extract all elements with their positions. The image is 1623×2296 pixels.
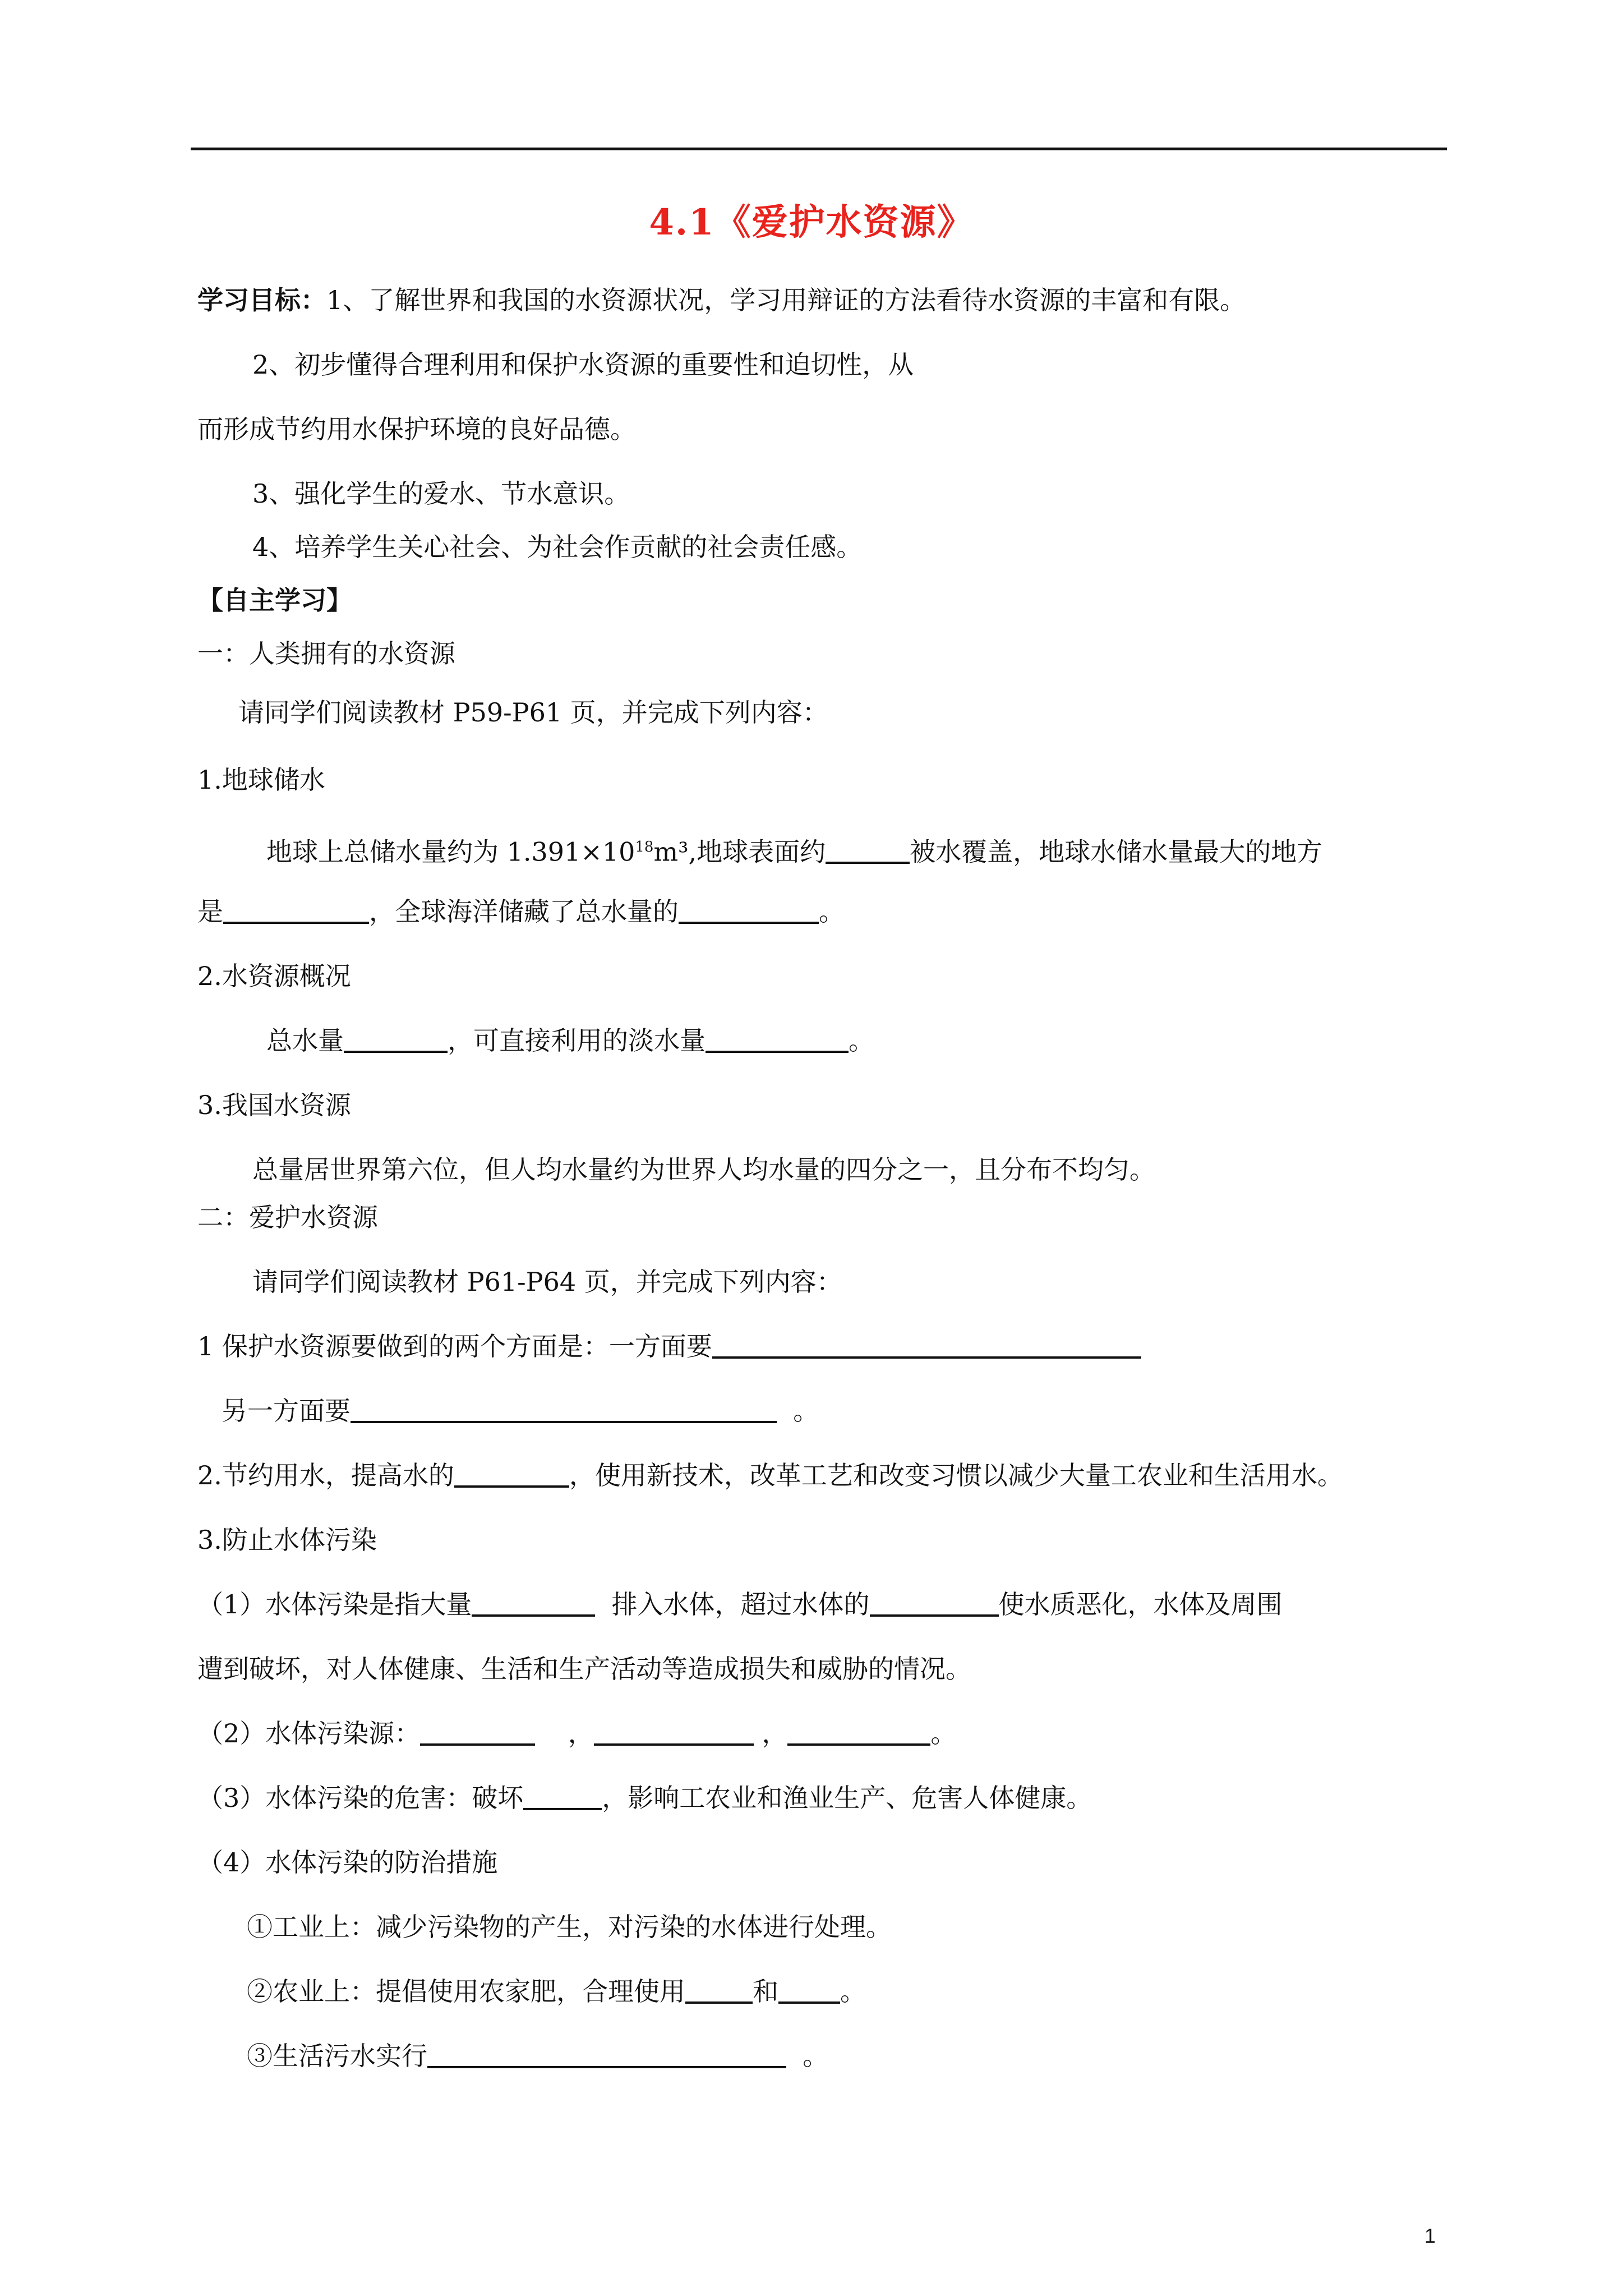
s1-line2: 是 ，全球海洋储藏了总水量的 。 (197, 896, 845, 927)
page-number: 1 (1424, 2224, 1436, 2247)
measure-domestic: ③生活污水实行 。 (247, 2041, 829, 2071)
q3-4-heading: （4）水体污染的防治措施 (197, 1847, 498, 1878)
objective-4: 4、培养学生关心社会、为社会作贡献的社会责任感。 (252, 532, 863, 562)
part1-instruction: 请同学们阅读教材 P59-P61 页，并完成下列内容： (238, 697, 828, 728)
blank-fertilizer[interactable] (778, 1976, 840, 2004)
part2-instruction: 请同学们阅读教材 P61-P64 页，并完成下列内容： (252, 1267, 842, 1297)
section-self-study: 【自主学习】 (197, 585, 352, 615)
objectives-label: 学习目标： (197, 285, 326, 315)
objective-1: 学习目标：1、了解世界和我国的水资源状况，学习用辩证的方法看待水资源的丰富和有限。 (197, 285, 1246, 315)
objective-2a: 2、初步懂得合理利用和保护水资源的重要性和迫切性，从 (252, 349, 914, 380)
blank-harm[interactable] (523, 1782, 602, 1810)
part1-heading: 一：人类拥有的水资源 (197, 638, 455, 669)
blank-ocean-share[interactable] (679, 896, 819, 924)
blank-protect-aspect-2[interactable] (351, 1395, 777, 1423)
blank-largest-storage[interactable] (223, 896, 369, 924)
page-title: 4.1《爱护水资源》 (649, 201, 974, 243)
q2-line: 2.节约用水，提高水的 ，使用新技术，改革工艺和改变习惯以减少大量工农业和生活用水。 (197, 1460, 1343, 1490)
blank-self-purification[interactable] (870, 1589, 999, 1617)
s1-heading: 1.地球储水 (197, 765, 325, 795)
measure-agriculture: ②农业上：提倡使用农家肥，合理使用 和 。 (247, 1976, 866, 2007)
header-rule (191, 148, 1447, 150)
q3-heading: 3.防止水体污染 (197, 1525, 377, 1555)
blank-protect-aspect-1[interactable] (712, 1331, 1141, 1359)
blank-source-2[interactable] (594, 1718, 754, 1746)
measure-industry: ①工业上：减少污染物的产生，对污染的水体进行处理。 (247, 1912, 892, 1942)
blank-source-1[interactable] (420, 1718, 535, 1746)
blank-pesticide[interactable] (685, 1976, 753, 2004)
blank-pollutants[interactable] (472, 1589, 595, 1617)
blank-water-efficiency[interactable] (454, 1460, 569, 1488)
blank-coverage[interactable] (826, 836, 910, 864)
q3-3-line: （3）水体污染的危害：破坏 ，影响工农业和渔业生产、危害人体健康。 (197, 1783, 1092, 1813)
s1-line1: 地球上总储水量约为 $1.391\times 10^{18}m^3$,地球表面约 被水覆盖，地球水储水量最大的地方 (266, 836, 1323, 867)
blank-sewage-treatment[interactable] (427, 2040, 786, 2068)
blank-fresh-water[interactable] (706, 1025, 849, 1053)
objective-3: 3、强化学生的爱水、节水意识。 (252, 478, 630, 509)
s2-line: 总水量 ，可直接利用的淡水量 。 (266, 1025, 874, 1056)
blank-source-3[interactable] (787, 1718, 930, 1746)
objective-2b: 而形成节约用水保护环境的良好品德。 (197, 414, 636, 444)
blank-total-water[interactable] (344, 1025, 448, 1053)
q3-2-line: （2）水体污染源： ， ， 。 (197, 1718, 957, 1749)
q1-line2: 另一方面要 。 (222, 1396, 819, 1426)
q3-1-line2: 遭到破坏，对人体健康、生活和生产活动等造成损失和威胁的情况。 (197, 1654, 971, 1684)
s3-text: 总量居世界第六位，但人均水量约为世界人均水量的四分之一，且分布不均匀。 (252, 1154, 1155, 1185)
q3-1-line1: （1）水体污染是指大量 排入水体，超过水体的 使水质恶化，水体及周围 (197, 1589, 1283, 1619)
s3-heading: 3.我国水资源 (197, 1090, 351, 1120)
q1-line1: 1 保护水资源要做到的两个方面是：一方面要 (197, 1329, 1141, 1363)
part2-heading: 二：爱护水资源 (197, 1202, 378, 1232)
s2-heading: 2.水资源概况 (197, 961, 351, 991)
